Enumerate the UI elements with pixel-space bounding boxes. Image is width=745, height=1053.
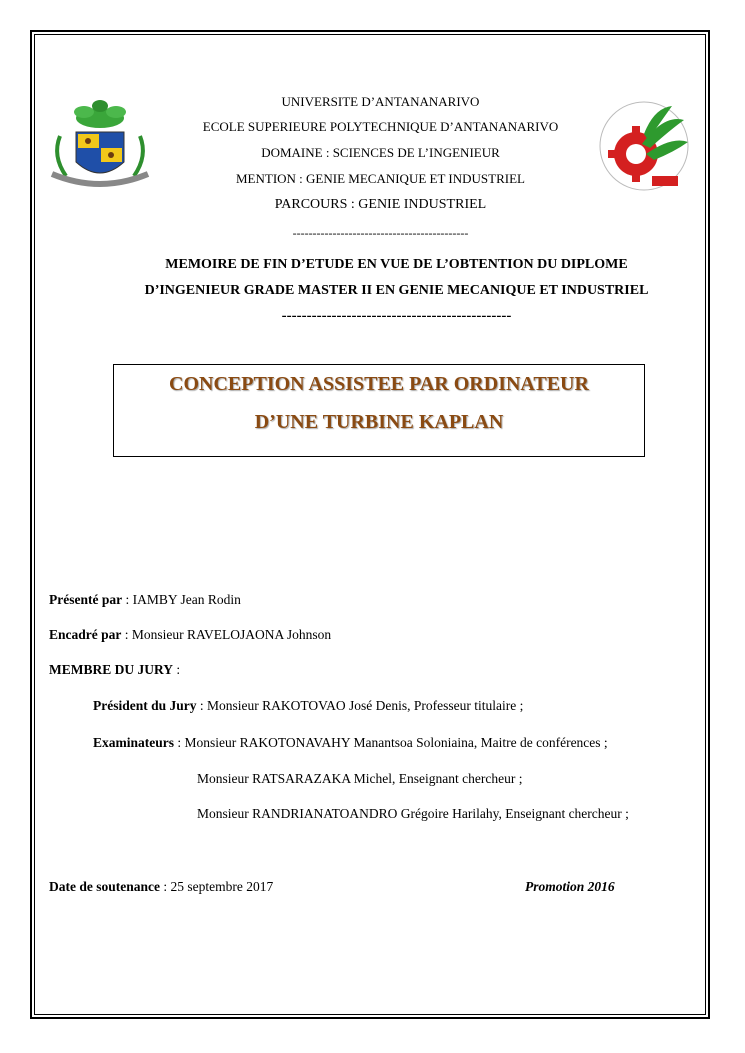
jury-suffix: :	[173, 662, 181, 677]
supervised-by	[49, 627, 331, 643]
examiner-1: : Monsieur RAKOTONAVAHY Manantsoa Soloniaina, Maitre de conférences ;	[174, 735, 608, 750]
defense-date	[49, 879, 273, 895]
memoire-separator: ----------------------------------------------	[281, 308, 512, 324]
supervised-by-label: Encadré par	[49, 627, 122, 642]
presented-by-label: Présenté par	[49, 592, 123, 607]
mention-line: MENTION : GENIE MECANIQUE ET INDUSTRIEL	[236, 171, 525, 186]
university-name: UNIVERSITE D’ANTANANARIVO	[281, 94, 480, 109]
thesis-title-line-2: D’UNE TURBINE KAPLAN	[254, 411, 504, 433]
domain-line: DOMAINE : SCIENCES DE L’INGENIEUR	[261, 145, 500, 160]
defense-date-label: Date de soutenance	[49, 879, 160, 894]
header-separator: --------------------------------------------	[292, 226, 469, 240]
parcours-line: PARCOURS : GENIE INDUSTRIEL	[274, 197, 487, 212]
examiner-2: Monsieur RATSARAZAKA Michel, Enseignant chercheur ;	[197, 771, 523, 786]
school-name: ECOLE SUPERIEURE POLYTECHNIQUE D’ANTANANARIVO	[202, 119, 559, 134]
thesis-title-box	[113, 364, 645, 457]
examiners-label: Examinateurs	[93, 735, 174, 750]
president-label: Président du Jury	[93, 698, 197, 713]
examiner-3: Monsieur RANDRIANATOANDRO Grégoire Harilahy, Enseignant chercheur ;	[197, 806, 629, 821]
memoire-line-2: D’INGENIEUR GRADE MASTER II EN GENIE MECANIQUE ET INDUSTRIEL	[144, 283, 649, 298]
presented-by-value: : IAMBY Jean Rodin	[122, 592, 241, 607]
thesis-title-line-1: CONCEPTION ASSISTEE PAR ORDINATEUR	[169, 373, 589, 395]
presented-by	[49, 592, 241, 608]
supervised-by-value: : Monsieur RAVELOJAONA Johnson	[121, 627, 332, 642]
memoire-line-1: MEMOIRE DE FIN D’ETUDE EN VUE DE L’OBTENTION DU DIPLOME	[165, 257, 628, 272]
president-value: : Monsieur RAKOTOVAO José Denis, Professeur titulaire ;	[196, 698, 524, 713]
jury-label: MEMBRE DU JURY	[49, 662, 174, 677]
promotion: Promotion 2016	[525, 879, 615, 894]
jury-heading	[49, 662, 180, 678]
defense-date-value: : 25 septembre 2017	[160, 879, 274, 894]
jury-examiners	[93, 735, 608, 751]
jury-president	[93, 698, 523, 714]
